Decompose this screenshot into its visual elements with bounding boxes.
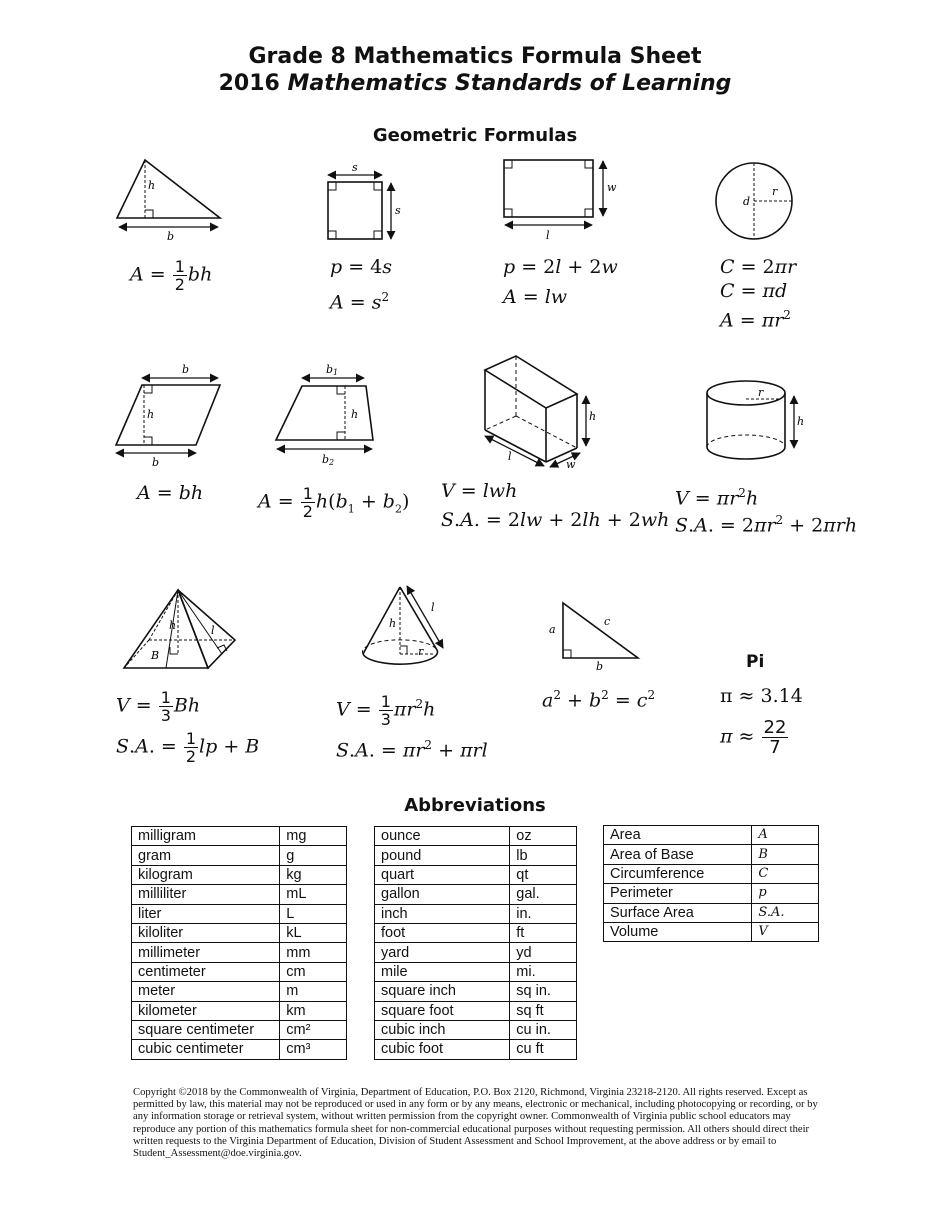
unit-name: cubic inch: [375, 1020, 510, 1039]
table-row: [132, 1040, 347, 1059]
rectangle-perimeter-formula: p = 2l + 2w: [503, 256, 618, 278]
unit-name: milligram: [132, 827, 280, 846]
rectangular-prism-diagram: [478, 350, 603, 470]
parallelogram-top-base-label: b: [182, 363, 190, 376]
pyramid-slant-label: l: [211, 624, 215, 637]
term-name: Circumference: [604, 864, 752, 883]
table-row: [375, 923, 577, 942]
table-row: [132, 1020, 347, 1039]
term-name: Area of Base: [604, 845, 752, 864]
unit-abbr: km: [280, 1001, 347, 1020]
unit-name: kilometer: [132, 1001, 280, 1020]
parallelogram-area-formula: A = bh: [137, 482, 204, 504]
unit-name: mile: [375, 962, 510, 981]
table-row: [375, 943, 577, 962]
prism-length-label: l: [508, 450, 512, 463]
unit-abbr: in.: [510, 904, 577, 923]
square-area-formula: $A = s^2$: [330, 290, 390, 314]
unit-abbr: kg: [280, 865, 347, 884]
unit-name: millimeter: [132, 943, 280, 962]
parallelogram-height-label: h: [147, 408, 155, 421]
table-row: [604, 903, 819, 922]
term-symbol: B: [752, 845, 819, 864]
rectangle-length-label: l: [546, 229, 550, 242]
unit-name: kiloliter: [132, 923, 280, 942]
unit-abbr: oz: [510, 827, 577, 846]
trapezoid-area-formula: A = $\frac{1}{2}$ $h(b_1 + b_2)$: [258, 484, 410, 521]
cylinder-surface-area-formula: S.A. = $2\pi r^2 + 2\pi rh$: [675, 513, 858, 537]
unit-abbr: gal.: [510, 885, 577, 904]
subtitle-standards: Mathematics Standards of Learning: [287, 71, 732, 96]
table-row: [375, 885, 577, 904]
triangle-base-label: b: [167, 230, 175, 243]
unit-abbr: cm: [280, 962, 347, 981]
term-symbol: A: [752, 826, 819, 845]
unit-name: square foot: [375, 1001, 510, 1020]
table-row: [604, 922, 819, 941]
unit-name: centimeter: [132, 962, 280, 981]
unit-abbr: qt: [510, 865, 577, 884]
unit-abbr: mg: [280, 827, 347, 846]
unit-name: foot: [375, 923, 510, 942]
unit-abbr: mm: [280, 943, 347, 962]
unit-abbr: cu in.: [510, 1020, 577, 1039]
unit-abbr: sq ft: [510, 1001, 577, 1020]
cone-diagram: [355, 582, 455, 672]
cone-slant-label: l: [431, 601, 435, 614]
table-row: [375, 1001, 577, 1020]
unit-name: pound: [375, 846, 510, 865]
cylinder-height-label: h: [797, 415, 805, 428]
table-row: [375, 982, 577, 1001]
right-triangle-side-b-label: b: [596, 660, 604, 673]
prism-volume-formula: V = lwh: [441, 480, 518, 502]
term-symbol: p: [752, 884, 819, 903]
prism-height-label: h: [589, 410, 597, 423]
pi-fraction-numerator: 22: [763, 717, 787, 738]
parallelogram-diagram: [110, 360, 230, 470]
square-diagram: [320, 162, 410, 244]
unit-abbr: mL: [280, 885, 347, 904]
square-right-side-label: s: [395, 204, 401, 217]
circle-diameter-label: d: [743, 195, 751, 208]
table-row: [375, 1040, 577, 1059]
term-symbol: C: [752, 864, 819, 883]
right-triangle-side-a-label: a: [549, 623, 556, 636]
pyramid-height-label: h: [169, 619, 177, 632]
table-row: [375, 1020, 577, 1039]
circle-diagram: [710, 158, 800, 243]
triangle-height-label: h: [148, 179, 156, 192]
table-row: [132, 885, 347, 904]
term-name: Area: [604, 826, 752, 845]
cylinder-diagram: [700, 372, 810, 472]
table-row: [375, 962, 577, 981]
table-row: [132, 865, 347, 884]
pyramid-diagram: [118, 585, 243, 675]
parallelogram-bottom-base-label: b: [152, 456, 160, 469]
unit-name: square inch: [375, 982, 510, 1001]
unit-name: quart: [375, 865, 510, 884]
prism-surface-area-formula: S.A. = 2lw + 2lh + 2wh: [441, 509, 670, 531]
pi-decimal-approx: π ≈ 3.14: [720, 685, 803, 707]
pythagorean-formula: $a^2 + b^2 = c^2$: [542, 688, 656, 712]
table-row: [132, 1001, 347, 1020]
unit-name: gram: [132, 846, 280, 865]
unit-abbr: L: [280, 904, 347, 923]
unit-abbr: m: [280, 982, 347, 1001]
customary-abbreviations-table: [374, 826, 577, 1060]
term-name: Perimeter: [604, 884, 752, 903]
circle-circumference-formula: C = 2πr: [720, 256, 797, 278]
table-row: [132, 827, 347, 846]
unit-name: cubic foot: [375, 1040, 510, 1059]
table-row: [604, 884, 819, 903]
unit-abbr: cu ft: [510, 1040, 577, 1059]
trapezoid-height-label: h: [351, 408, 359, 421]
unit-name: kilogram: [132, 865, 280, 884]
unit-name: yard: [375, 943, 510, 962]
unit-abbr: g: [280, 846, 347, 865]
unit-abbr: kL: [280, 923, 347, 942]
cone-radius-label: r: [418, 645, 424, 658]
abbreviations-heading: Abbreviations: [404, 795, 546, 816]
variable-abbreviations-table: [603, 825, 819, 942]
table-row: [132, 962, 347, 981]
unit-name: milliliter: [132, 885, 280, 904]
unit-name: meter: [132, 982, 280, 1001]
unit-name: liter: [132, 904, 280, 923]
table-row: [132, 904, 347, 923]
cone-surface-area-formula: S.A. = $\pi r^2 + \pi rl$: [336, 738, 488, 762]
unit-name: ounce: [375, 827, 510, 846]
pi-fraction-denominator: 7: [769, 737, 781, 758]
copyright-notice: Copyright ©2018 by the Commonwealth of Virginia, Department of Education, P.O. Box 2120, Richmond, Virginia 23218-2120. All rights reserved. Except as permitted by law, this material may not be reproduced or used in any form or by any means, electronic or mechanical, including photocopying or recording, or by any information storage or retrieval system, without written permission from the copyright owner. Commonwealth of Virginia public school educators may reproduce any portion of this mathematics formula sheet for non-commercial educational purposes without requesting permission. All others should direct their written requests to the Virginia Department of Education, Division of Student Assessment and School Improvement, at the above address or by email to Student_Assessment@doe.virginia.gov.: [133, 1087, 818, 1160]
unit-name: inch: [375, 904, 510, 923]
page-subtitle: [0, 71, 950, 96]
table-row: [375, 827, 577, 846]
table-row: [132, 846, 347, 865]
page-title: Grade 8 Mathematics Formula Sheet: [248, 44, 702, 69]
circle-circumference-diameter-formula: C = πd: [720, 280, 788, 302]
table-row: [132, 943, 347, 962]
prism-width-label: w: [566, 458, 576, 470]
term-symbol: S.A.: [752, 903, 819, 922]
unit-name: cubic centimeter: [132, 1040, 280, 1059]
cone-height-label: h: [389, 617, 397, 630]
term-name: Surface Area: [604, 903, 752, 922]
table-row: [375, 865, 577, 884]
table-row: [132, 923, 347, 942]
triangle-diagram: [110, 155, 230, 245]
pi-heading: Pi: [746, 652, 765, 672]
unit-abbr: sq in.: [510, 982, 577, 1001]
metric-abbreviations-table: [131, 826, 347, 1060]
circle-area-formula: $A = \pi r^2$: [720, 308, 791, 332]
unit-name: gallon: [375, 885, 510, 904]
unit-name: square centimeter: [132, 1020, 280, 1039]
circle-radius-label: r: [772, 185, 778, 198]
table-row: [375, 846, 577, 865]
pyramid-base-label: B: [151, 649, 160, 662]
right-triangle-diagram: [540, 595, 650, 675]
table-row: [604, 864, 819, 883]
table-row: [375, 904, 577, 923]
table-row: [604, 826, 819, 845]
unit-abbr: mi.: [510, 962, 577, 981]
cone-volume-formula: V = $\frac{1}{3}$ $\pi r^2h$: [336, 691, 436, 729]
pyramid-volume-formula: V = $\frac{1}{3}$ Bh: [116, 688, 201, 725]
trapezoid-diagram: [268, 360, 388, 470]
unit-abbr: ft: [510, 923, 577, 942]
cylinder-volume-formula: $V = \pi r^2h$: [675, 486, 759, 510]
triangle-area-formula: A = $\frac{1}{2}$ bh: [130, 257, 213, 294]
right-triangle-side-c-label: c: [604, 615, 611, 628]
unit-abbr: lb: [510, 846, 577, 865]
geometric-formulas-heading: Geometric Formulas: [372, 125, 578, 146]
unit-abbr: cm²: [280, 1020, 347, 1039]
square-perimeter-formula: p = 4s: [330, 256, 393, 278]
pyramid-surface-area-formula: S.A. = $\frac{1}{2}$ lp + B: [116, 729, 260, 766]
rectangle-width-label: w: [607, 181, 617, 194]
subtitle-year: 2016: [218, 71, 280, 96]
term-name: Volume: [604, 922, 752, 941]
table-row: [132, 982, 347, 1001]
square-top-side-label: s: [352, 162, 358, 174]
term-symbol: V: [752, 922, 819, 941]
unit-abbr: yd: [510, 943, 577, 962]
rectangle-area-formula: A = lw: [503, 286, 568, 308]
rectangle-diagram: [495, 155, 625, 245]
pi-fraction-approx: π ≈ $\frac{22}{7}$: [720, 717, 787, 758]
table-row: [604, 845, 819, 864]
cylinder-radius-label: r: [758, 386, 764, 399]
trapezoid-bottom-base-label: b2: [322, 453, 335, 467]
trapezoid-top-base-label: b1: [326, 363, 339, 377]
unit-abbr: cm³: [280, 1040, 347, 1059]
